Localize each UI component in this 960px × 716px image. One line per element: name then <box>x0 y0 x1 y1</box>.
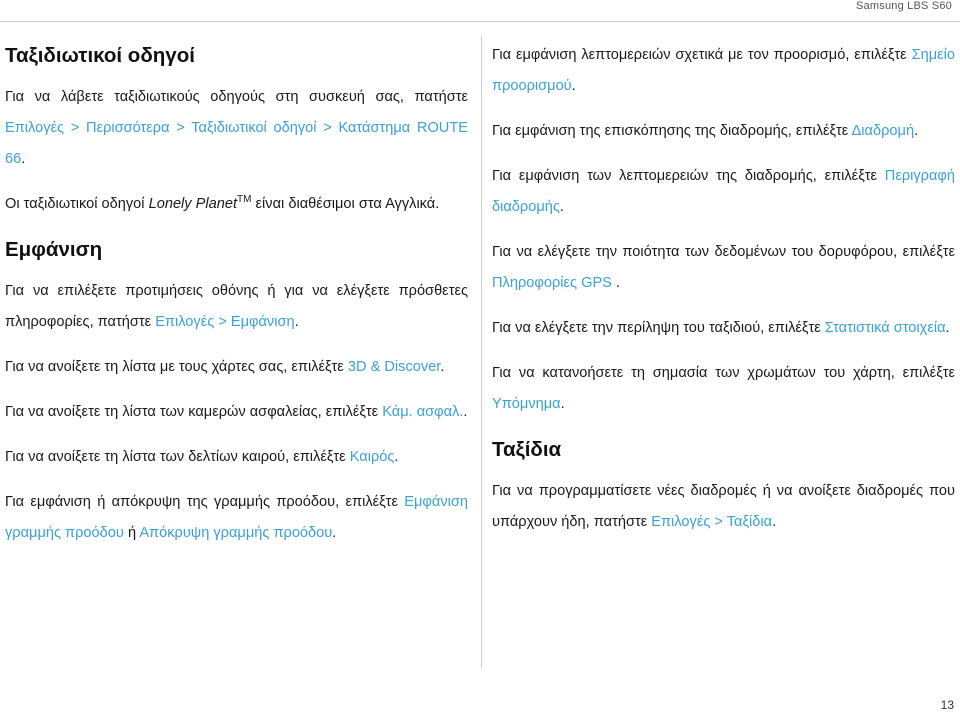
link-3d-discover[interactable]: 3D & Discover <box>347 359 441 375</box>
section-title-travel-guides: Ταξιδιωτικοί οδηγοί <box>5 44 195 67</box>
link-route[interactable]: Διαδρομή <box>851 123 915 139</box>
link-safety-cameras[interactable]: Κάμ. ασφαλ. <box>382 404 464 420</box>
paragraph-progress-bar: Για εμφάνιση ή απόκρυψη της γραμμής προόδου, επιλέξτε Εμφάνιση γραμμής προόδου ή Απόκρυψη γραμμής προόδου. <box>5 494 468 541</box>
paragraph-gps-quality: Για να ελέγξετε την ποιότητα των δεδομένων του δορυφόρου, επιλέξτε Πληροφορίες GPS . <box>492 244 955 291</box>
section-title-trips: Ταξίδια <box>492 438 562 461</box>
document-brand-header: Samsung LBS S60 <box>856 0 952 12</box>
paragraph-route-overview: Για εμφάνιση της επισκόπησης της διαδρομής, επιλέξτε Διαδρομή. <box>492 123 919 139</box>
right-column <box>492 40 955 552</box>
link-route-description[interactable]: Περιγραφή διαδρομής <box>492 168 955 215</box>
link-options-display[interactable]: Επιλογές > Εμφάνιση <box>155 314 295 330</box>
link-statistics[interactable]: Στατιστικά στοιχεία <box>824 320 946 336</box>
paragraph-weather: Για να ανοίξετε τη λίστα των δελτίων καιρού, επιλέξτε Καιρός. <box>5 449 399 465</box>
link-gps-info[interactable]: Πληροφορίες GPS <box>492 275 612 291</box>
link-show-progress-bar[interactable]: Εμφάνιση γραμμής προόδου <box>5 494 468 541</box>
brand-lonely-planet: Lonely Planet <box>148 196 238 212</box>
page-number: 13 <box>940 698 954 712</box>
link-hide-progress-bar[interactable]: Απόκρυψη γραμμής προόδου <box>139 525 333 541</box>
column-divider <box>481 36 482 668</box>
link-weather[interactable]: Καιρός <box>349 449 395 465</box>
paragraph-lonely-planet: Οι ταξιδιωτικοί οδηγοί Lonely Planet™ είναι διαθέσιμοι στα Αγγλικά. <box>5 194 440 212</box>
trademark-sup: TM <box>237 194 252 206</box>
paragraph-map-legend: Για να κατανοήσετε τη σημασία των χρωμάτων του χάρτη, επιλέξτε Υπόμνημα. <box>492 365 955 412</box>
link-store-path[interactable]: Επιλογές > Περισσότερα > Ταξιδιωτικοί οδηγοί > Κατάστημα ROUTE 66 <box>5 120 468 167</box>
paragraph-maps-list: Για να ανοίξετε τη λίστα με τους χάρτες σας, επιλέξτε 3D & Discover. <box>5 359 445 375</box>
left-column <box>5 40 468 563</box>
paragraph-trip-summary: Για να ελέγξετε την περίληψη του ταξιδιού, επιλέξτε Στατιστικά στοιχεία. <box>492 320 950 336</box>
paragraph-display-prefs: Για να επιλέξετε προτιμήσεις οθόνης ή για να ελέγξετε πρόσθετες πληροφορίες, πατήστε Επιλογές > Εμφάνιση. <box>5 283 468 330</box>
paragraph-plan-trips: Για να προγραμματίσετε νέες διαδρομές ή να ανοίξετε διαδρομές που υπάρχουν ήδη, πατήστε Επιλογές > Ταξίδια. <box>492 483 955 530</box>
link-destination-point[interactable]: Σημείο προορισμού <box>492 47 955 94</box>
section-title-display: Εμφάνιση <box>5 238 103 261</box>
paragraph-route-details: Για εμφάνιση των λεπτομερειών της διαδρομής, επιλέξτε Περιγραφή διαδρομής. <box>492 168 955 215</box>
header-divider <box>0 21 960 22</box>
paragraph-safety-cameras: Για να ανοίξετε τη λίστα των καμερών ασφαλείας, επιλέξτε Κάμ. ασφαλ.. <box>5 404 468 420</box>
link-legend[interactable]: Υπόμνημα <box>492 396 561 412</box>
paragraph-get-guides: Για να λάβετε ταξιδιωτικούς οδηγούς στη συσκευή σας, πατήστε Επιλογές > Περισσότερα > Ταξιδιωτικοί οδηγοί > Κατάστημα ROUTE 66. <box>5 89 468 167</box>
paragraph-destination-details: Για εμφάνιση λεπτομερειών σχετικά με τον προορισμό, επιλέξτε Σημείο προορισμού. <box>492 47 955 94</box>
link-options-trips[interactable]: Επιλογές > Ταξίδια <box>651 514 773 530</box>
